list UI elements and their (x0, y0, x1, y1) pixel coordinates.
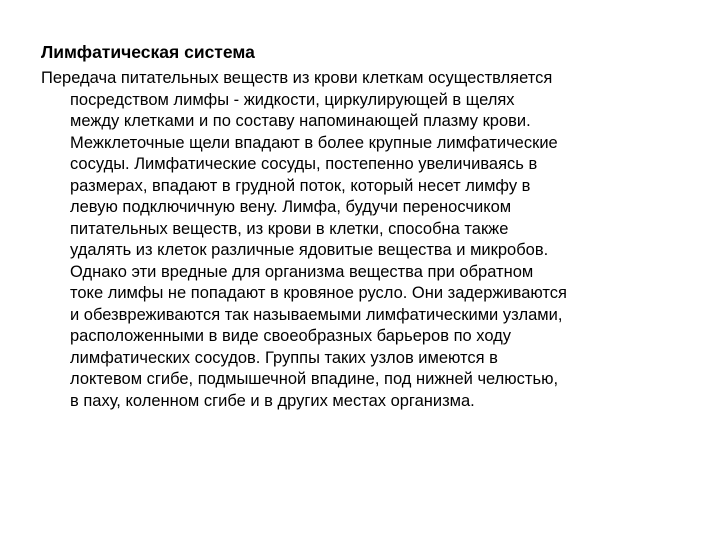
paragraph-line: токе лимфы не попадают в кровяное русло. Они задерживаются (70, 284, 567, 302)
paragraph-line: сосуды. Лимфатические сосуды, постепенно увеличиваясь в (70, 155, 538, 173)
slide-body-paragraph (41, 68, 681, 412)
paragraph-line: размерах, впадают в грудной поток, который несет лимфу в (70, 176, 531, 195)
paragraph-line: лимфатических сосудов. Группы таких узлов имеются в (70, 348, 498, 367)
paragraph-line: Межклеточные щели впадают в более крупные лимфатические (70, 133, 558, 152)
paragraph-line: питательных веществ, из крови в клетки, способна также (70, 219, 509, 238)
paragraph-line: Передача питательных веществ из крови клеткам осуществляется (41, 69, 553, 87)
paragraph-line: расположенными в виде своеобразных барьеров по ходу (70, 327, 512, 345)
slide-title: Лимфатическая система (41, 42, 255, 62)
paragraph-line: Однако эти вредные для организма вещества при обратном (70, 262, 534, 281)
paragraph-line: левую подключичную вену. Лимфа, будучи переносчиком (70, 198, 512, 216)
paragraph-line: и обезвреживаются так называемыми лимфатическими узлами, (70, 305, 563, 324)
paragraph-line: посредством лимфы - жидкости, циркулирующей в щелях (70, 90, 515, 109)
paragraph-line: локтевом сгибе, подмышечной впадине, под нижней челюстью, (70, 370, 559, 388)
paragraph-line: в паху, коленном сгибе и в других местах организма. (70, 391, 475, 410)
paragraph-line: удалять из клеток различные ядовитые вещества и микробов. (70, 241, 549, 259)
paragraph-line: между клетками и по составу напоминающей плазму крови. (70, 112, 531, 130)
